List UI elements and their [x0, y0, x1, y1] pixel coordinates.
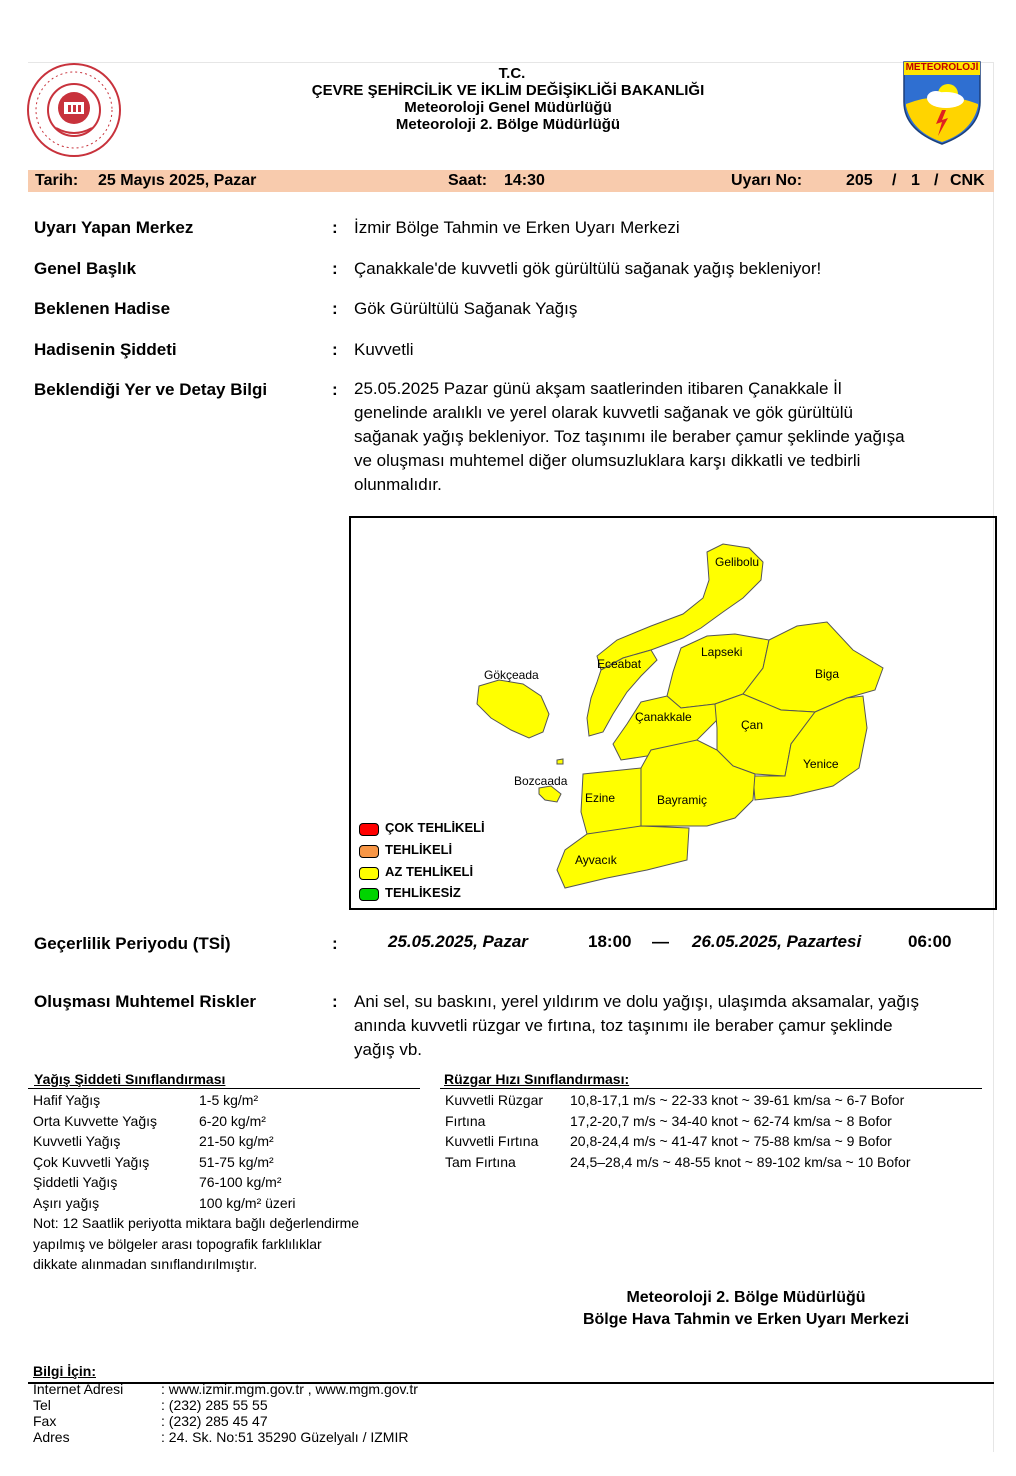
warning-sep-2: / — [934, 172, 939, 189]
table-row — [33, 1090, 295, 1111]
wind-table-rule — [440, 1088, 982, 1089]
field-value-event: Gök Gürültülü Sağanak Yağış — [354, 299, 578, 318]
rain-amount: 21-50 kg/m² — [199, 1133, 274, 1149]
risks-colon: : — [332, 992, 338, 1011]
time-label: Saat: — [448, 172, 488, 189]
contact-fax: : (232) 285 45 47 — [161, 1413, 268, 1429]
header-ministry: ÇEVRE ŞEHİRCİLİK VE İKLİM DEĞİŞİKLİĞİ BAKANLIĞI — [311, 82, 705, 99]
table-row — [33, 1193, 295, 1214]
field-value-center: İzmir Bölge Tahmin ve Erken Uyarı Merkezi — [354, 218, 680, 237]
table-row — [445, 1090, 911, 1111]
detail-line: genelinde aralıklı ve yerel olarak kuvvetli sağanak ve gök gürültülü — [354, 403, 853, 422]
table-row — [33, 1413, 418, 1429]
table-row — [33, 1131, 295, 1152]
map-label-ezine: Ezine — [585, 791, 616, 805]
map-label-can: Çan — [741, 718, 764, 732]
validity-colon: : — [332, 934, 338, 953]
detail-line: 25.05.2025 Pazar günü akşam saatlerinden itibaren Çanakkale İl — [354, 379, 842, 398]
validity-end-date: 26.05.2025, Pazartesi — [692, 932, 862, 951]
rain-class: Kuvvetli Yağış — [33, 1133, 121, 1149]
field-value-detail — [354, 377, 905, 497]
contact-address: : 24. Sk. No:51 35290 Güzelyalı / IZMIR — [161, 1429, 409, 1445]
table-row — [33, 1397, 418, 1413]
date-label: Tarih: — [35, 172, 79, 189]
wind-range: 24,5–28,4 m/s ~ 48-55 knot ~ 89-102 km/sa ~ 10 Bofor — [570, 1153, 911, 1170]
contact-title: Bilgi İçin: — [33, 1363, 96, 1379]
field-label-title: Genel Başlık — [34, 259, 137, 278]
page-top-rule — [28, 62, 994, 63]
contact-website: : www.izmir.mgm.gov.tr , www.mgm.gov.tr — [161, 1381, 418, 1397]
wind-class: Kuvvetli Rüzgar — [445, 1092, 544, 1108]
risks-line: yağış vb. — [354, 1040, 423, 1059]
wind-table — [445, 1090, 911, 1172]
risks-label: Oluşması Muhtemel Riskler — [34, 992, 257, 1011]
rain-class: Aşırı yağış — [33, 1194, 100, 1211]
rain-note-line: Not: 12 Saatlik periyotta miktara bağlı değerlendirme — [33, 1215, 360, 1231]
field-colon: : — [332, 218, 338, 237]
wind-range: 20,8-24,4 m/s ~ 41-47 knot ~ 75-88 km/sa ~ 9 Bofor — [570, 1133, 892, 1149]
signature-line-2: Bölge Hava Tahmin ve Erken Uyarı Merkezi — [582, 1311, 910, 1328]
warning-number: 205 — [846, 172, 873, 189]
rain-amount: 76-100 kg/m² — [199, 1174, 282, 1190]
detail-line: sağanak yağış bekleniyor. Toz taşınımı ile beraber çamur şeklinde yağışa — [354, 427, 905, 446]
map-label-eceabat: Eceabat — [597, 657, 642, 671]
table-row — [33, 1152, 295, 1173]
legend-label: ÇOK TEHLİKELİ — [385, 820, 485, 835]
warning-label: Uyarı No: — [731, 172, 803, 189]
legend-swatch-yellow — [359, 867, 379, 880]
header-regional: Meteoroloji 2. Bölge Müdürlüğü — [395, 116, 621, 133]
validity-start-time: 18:00 — [588, 932, 632, 951]
map-label-canakkale: Çanakkale — [635, 710, 692, 724]
meteoroloji-logo-text: METEOROLOJİ — [905, 62, 979, 73]
islet — [557, 759, 563, 764]
rain-table-title: Yağış Şiddeti Sınıflandırması — [34, 1071, 226, 1087]
map-label-gelibolu: Gelibolu — [715, 555, 760, 569]
map-label-bayramic: Bayramiç — [657, 793, 708, 807]
field-colon: : — [332, 380, 338, 399]
legend-label: TEHLİKELİ — [385, 842, 453, 857]
warning-code: CNK — [950, 172, 985, 189]
rain-amount: 100 kg/m² üzeri — [199, 1194, 296, 1211]
table-row — [33, 1429, 418, 1445]
validity-end-time: 06:00 — [908, 932, 952, 951]
field-colon: : — [332, 340, 338, 359]
field-colon: : — [332, 299, 338, 318]
table-row — [33, 1172, 295, 1193]
legend-swatch-red — [359, 823, 379, 836]
table-row — [445, 1152, 911, 1173]
validity-label: Geçerlilik Periyodu (TSİ) — [34, 934, 231, 953]
rain-class: Hafif Yağış — [33, 1092, 101, 1108]
rain-note-line: dikkate alınmadan sınıflandırılmıştır. — [33, 1256, 258, 1272]
rain-amount: 1-5 kg/m² — [199, 1092, 259, 1108]
table-row — [33, 1381, 418, 1397]
region-gokceada — [477, 680, 549, 738]
detail-line: olunmalıdır. — [354, 475, 442, 494]
region-bozcaada — [539, 786, 561, 802]
field-value-severity: Kuvvetli — [354, 340, 414, 359]
validity-start-date: 25.05.2025, Pazar — [388, 932, 528, 951]
field-label-detail: Beklendiği Yer ve Detay Bilgi — [34, 380, 268, 399]
warning-info-band — [28, 170, 994, 192]
time-value: 14:30 — [504, 172, 545, 189]
rain-amount: 51-75 kg/m² — [199, 1153, 274, 1170]
contact-key: Internet Adresi — [33, 1381, 124, 1397]
contact-phone: : (232) 285 55 55 — [161, 1397, 268, 1413]
wind-class: Kuvvetli Fırtına — [445, 1133, 539, 1149]
table-row — [33, 1111, 295, 1132]
contact-key: Adres — [33, 1429, 70, 1445]
signature-line-1: Meteoroloji 2. Bölge Müdürlüğü — [626, 1289, 866, 1306]
rain-class: Orta Kuvvette Yağış — [33, 1112, 157, 1129]
legend-swatch-green — [359, 888, 379, 901]
date-value: 25 Mayıs 2025, Pazar — [98, 172, 257, 189]
warning-sequence: 1 — [911, 172, 920, 189]
rain-table-rule — [28, 1088, 420, 1089]
wind-class: Tam Fırtına — [445, 1153, 516, 1170]
field-label-event: Beklenen Hadise — [34, 299, 171, 318]
wind-class: Fırtına — [445, 1112, 486, 1129]
wind-range: 17,2-20,7 m/s ~ 34-40 knot ~ 62-74 km/sa ~ 8 Bofor — [570, 1112, 892, 1129]
contact-key: Fax — [33, 1413, 57, 1429]
header-directorate: Meteoroloji Genel Müdürlüğü — [404, 99, 612, 116]
validity-dash: — — [652, 932, 669, 951]
map-label-gokceada: Gökçeada — [484, 668, 539, 682]
map-label-yenice: Yenice — [803, 757, 839, 771]
header-tc: T.C. — [498, 65, 526, 82]
legend-label: AZ TEHLİKELİ — [385, 864, 474, 879]
wind-table-title: Rüzgar Hızı Sınıflandırması: — [444, 1071, 630, 1087]
warning-sep-1: / — [892, 172, 897, 189]
contact-table — [33, 1381, 418, 1445]
map-label-lapseki: Lapseki — [701, 645, 743, 659]
legend-swatch-orange — [359, 845, 379, 858]
rain-note-line: yapılmış ve bölgeler arası topografik farklılıklar — [33, 1235, 322, 1252]
warning-map — [349, 516, 997, 910]
contact-key: Tel — [33, 1397, 51, 1413]
rain-class: Çok Kuvvetli Yağış — [33, 1153, 150, 1170]
risks-line: anında kuvvetli rüzgar ve fırtına, toz taşınımı ile beraber çamur şeklinde — [354, 1016, 893, 1035]
field-label-severity: Hadisenin Şiddeti — [34, 340, 177, 359]
rain-amount: 6-20 kg/m² — [199, 1112, 266, 1129]
risks-value — [354, 990, 919, 1062]
legend-label: TEHLİKESİZ — [385, 885, 461, 900]
field-value-title: Çanakkale'de kuvvetli gök gürültülü sağanak yağış bekleniyor! — [354, 259, 822, 278]
map-label-biga: Biga — [815, 667, 840, 681]
wind-range: 10,8-17,1 m/s ~ 22-33 knot ~ 39-61 km/sa ~ 6-7 Bofor — [570, 1092, 905, 1108]
rain-class: Şiddetli Yağış — [33, 1174, 118, 1190]
risks-line: Ani sel, su baskını, yerel yıldırım ve dolu yağışı, ulaşımda aksamalar, yağış — [354, 992, 920, 1011]
detail-line: ve oluşması muhtemel diğer olumsuzluklara karşı dikkatli ve tedbirli — [354, 451, 861, 470]
field-label-center: Uyarı Yapan Merkez — [34, 218, 194, 237]
map-label-ayvacik: Ayvacık — [575, 853, 617, 867]
table-row — [445, 1131, 911, 1152]
table-row — [445, 1111, 911, 1132]
rain-note — [33, 1213, 359, 1275]
map-label-bozcaada: Bozcaada — [514, 774, 568, 788]
field-colon: : — [332, 259, 338, 278]
rain-table — [33, 1090, 295, 1213]
